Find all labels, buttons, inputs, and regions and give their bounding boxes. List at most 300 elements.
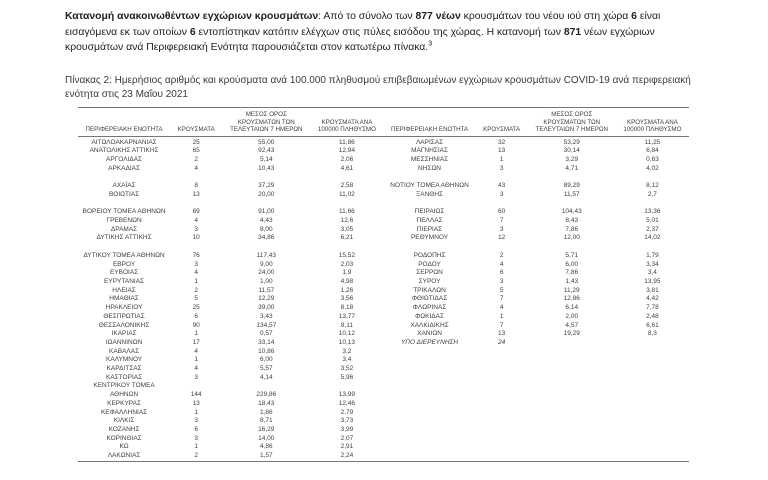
left-per100k-cell: 3,52 xyxy=(340,365,354,373)
left-per100k-header: ΚΡΟΥΣΜΑΤΑ ΑΝΑ 100000 ΠΛΗΘΥΣΜΟ xyxy=(310,108,383,137)
left-avg7-cell: 4,14 xyxy=(259,373,273,381)
right-avg7-cell: 4,57 xyxy=(565,321,579,329)
intro-paragraph xyxy=(65,9,709,56)
right-per100k-cell: 4,42 xyxy=(646,295,659,303)
left-per100k-cell: 11,02 xyxy=(339,190,355,198)
left-per100k-cell: 10,13 xyxy=(338,338,356,346)
right-region-cell: ΛΑΡΙΣΑΣ xyxy=(415,138,444,146)
right-per100k-cell xyxy=(616,356,689,365)
table-row xyxy=(78,452,689,461)
right-cases-cell: 4 xyxy=(499,304,504,312)
right-avg7-cell: 89,29 xyxy=(563,182,580,190)
right-per100k-cell xyxy=(616,426,689,435)
left-cases-cell: 1 xyxy=(194,356,198,364)
right-region-header: ΠΕΡΙΦΕΡΕΙΑΚΗ ΕΝΟΤΗΤΑ xyxy=(383,108,475,137)
right-per100k-cell: 4,02 xyxy=(646,164,659,172)
left-cases-cell: 2 xyxy=(194,286,198,294)
right-cases-cell xyxy=(476,382,528,399)
table-row xyxy=(78,278,689,287)
left-avg7-cell: 117,43 xyxy=(256,251,276,259)
left-cases-cell: 3 xyxy=(194,225,198,233)
left-per100k-cell: 12,46 xyxy=(338,399,356,407)
left-cases-cell: 4 xyxy=(194,365,198,373)
left-avg7-cell: 4,86 xyxy=(259,443,273,451)
left-avg7-cell: 1,86 xyxy=(259,408,273,416)
table-row xyxy=(78,356,689,365)
left-region-cell: ΓΡΕΒΕΝΩΝ xyxy=(106,217,142,225)
right-per100k-cell: 8,12 xyxy=(646,182,659,190)
right-per100k-header: ΚΡΟΥΣΜΑΤΑ ΑΝΑ 100000 ΠΛΗΘΥΣΜΟ xyxy=(616,108,689,137)
right-avg7-cell: 1,43 xyxy=(565,277,579,285)
left-region-cell: ΒΟΙΩΤΙΑΣ xyxy=(108,190,140,198)
left-cases-cell: 3 xyxy=(194,260,198,268)
right-region-cell: ΠΙΕΡΙΑΣ xyxy=(416,225,443,233)
table-row xyxy=(78,217,689,226)
left-avg7-cell: 134,57 xyxy=(256,321,277,329)
intro-segment: : Από το σύνολο των xyxy=(318,11,416,22)
table-row xyxy=(78,226,689,235)
table-row xyxy=(78,156,689,165)
right-per100k-cell: 13,36 xyxy=(644,208,661,216)
left-avg7-cell: 55,00 xyxy=(258,138,275,146)
right-region-cell xyxy=(383,374,475,383)
right-region-cell xyxy=(383,356,475,365)
right-region-cell: ΠΕΛΛΑΣ xyxy=(416,217,443,225)
right-per100k-cell xyxy=(616,382,689,399)
table-row xyxy=(78,313,689,322)
left-region-cell: ΙΚΑΡΙΑΣ xyxy=(111,330,137,338)
left-per100k-cell: 1,26 xyxy=(340,286,354,294)
left-per100k-cell: 11,86 xyxy=(339,138,355,146)
right-cases-cell xyxy=(476,348,528,357)
left-cases-cell: 3 xyxy=(194,373,198,381)
table-row xyxy=(78,261,689,270)
right-avg7-cell: 30,14 xyxy=(563,147,580,155)
left-region-header: ΠΕΡΙΦΕΡΕΙΑΚΗ ΕΝΟΤΗΤΑ xyxy=(78,108,170,137)
left-region-cell: ΕΥΒΟΙΑΣ xyxy=(109,269,139,277)
right-region-cell: ΦΛΩΡΙΝΑΣ xyxy=(412,304,447,312)
table-caption: Πίνακας 2: Ημερήσιος αριθμός και κρούσματα ανά 100.000 πληθυσμού επιβεβαιωμένων εγχώριων κρουσμάτων COVID-19 ανά περιφερειακή ενότητα στις 23 Μαΐου 2021 xyxy=(65,75,691,100)
right-cases-cell: 2 xyxy=(499,251,504,259)
right-avg7-cell: 12,00 xyxy=(563,234,580,242)
right-avg7-cell xyxy=(528,409,616,418)
right-per100k-cell xyxy=(616,400,689,409)
right-region-cell: ΜΕΣΣΗΝΙΑΣ xyxy=(410,156,449,164)
right-cases-cell: 32 xyxy=(498,138,506,146)
table-row xyxy=(78,426,689,435)
left-cases-cell: 13 xyxy=(192,399,200,407)
right-per100k-cell: 3,34 xyxy=(646,260,659,268)
left-cases-cell: 4 xyxy=(194,164,198,172)
right-region-cell xyxy=(383,365,475,374)
right-region-cell: ΝΟΤΙΟΥ ΤΟΜΕΑ ΑΘΗΝΩΝ xyxy=(390,182,469,190)
left-cases-header: ΚΡΟΥΣΜΑΤΑ xyxy=(170,108,222,137)
left-region-cell: ΔΡΑΜΑΣ xyxy=(110,225,138,233)
intro-segment: νέων εγχώριων κρουσμάτων ανά Περιφερειακή Ενότητα παρουσιάζεται στον κατωτέρω πίνακα. xyxy=(65,26,655,53)
left-per100k-cell: 1,9 xyxy=(342,269,352,277)
table-row xyxy=(78,435,689,444)
right-avg7-cell: 2,00 xyxy=(565,312,579,320)
header-row xyxy=(78,108,689,137)
right-avg7-cell xyxy=(528,382,616,399)
table-row xyxy=(78,147,689,156)
left-cases-cell: 3 xyxy=(194,434,198,442)
right-region-cell xyxy=(383,435,475,444)
right-region-cell: ΡΕΘΥΜΝΟΥ xyxy=(410,234,449,242)
left-cases-cell: 2 xyxy=(194,452,198,460)
left-avg7-cell: 16,29 xyxy=(258,425,275,433)
right-cases-cell: 7 xyxy=(499,217,504,225)
left-per100k-cell: 3,99 xyxy=(340,425,354,433)
right-region-cell xyxy=(383,382,475,399)
right-per100k-cell: 2,37 xyxy=(646,225,659,233)
right-cases-cell: 13 xyxy=(498,330,506,338)
table-row xyxy=(78,417,689,426)
cases-table xyxy=(78,107,689,462)
right-region-cell: ΣΕΡΡΩΝ xyxy=(416,269,443,277)
right-cases-cell xyxy=(476,426,528,435)
right-per100k-cell: 3,81 xyxy=(646,286,659,294)
table-row xyxy=(78,400,689,409)
left-cases-cell: 90 xyxy=(192,321,200,329)
table-row xyxy=(78,136,689,147)
right-region-cell: ΡΟΔΟΠΗΣ xyxy=(413,251,446,259)
table-row xyxy=(78,339,689,348)
left-region-cell: ΕΒΡΟΥ xyxy=(112,260,136,268)
right-avg7-cell xyxy=(528,400,616,409)
left-per100k-cell: 2,79 xyxy=(340,408,354,416)
left-per100k-cell: 8,11 xyxy=(340,321,353,329)
left-cases-cell: 1 xyxy=(194,277,198,285)
left-per100k-cell: 6,21 xyxy=(340,234,354,242)
right-per100k-cell: 11,25 xyxy=(644,138,661,146)
left-per100k-cell: 2,91 xyxy=(340,443,354,451)
right-avg7-cell: 6,14 xyxy=(565,304,579,312)
right-per100k-cell xyxy=(616,348,689,357)
left-avg7-cell: 18,43 xyxy=(258,399,275,407)
intro-segment: κρουσμάτων του νέου ιού στη χώρα xyxy=(460,11,632,22)
table-row xyxy=(78,304,689,313)
left-per100k-cell: 2,07 xyxy=(340,434,354,442)
right-cases-cell xyxy=(476,356,528,365)
left-region-cell: ΔΥΤΙΚΗΣ ΑΤΤΙΚΗΣ xyxy=(96,234,152,242)
right-region-cell xyxy=(383,348,475,357)
right-avg7-cell xyxy=(528,348,616,357)
table-row xyxy=(78,182,689,191)
left-avg7-cell: 9,00 xyxy=(259,260,273,268)
left-avg7-cell: 39,00 xyxy=(258,304,275,312)
left-avg7-cell: 37,29 xyxy=(258,182,275,190)
right-avg7-cell xyxy=(528,443,616,452)
intro-segment: 871 xyxy=(563,26,582,38)
left-per100k-cell: 8,18 xyxy=(340,304,354,312)
left-avg7-cell: 10,86 xyxy=(258,347,275,355)
right-region-cell xyxy=(383,443,475,452)
right-per100k-cell: 3,4 xyxy=(647,269,657,277)
right-cases-cell: 43 xyxy=(498,182,506,190)
right-avg7-cell xyxy=(528,339,616,348)
right-cases-cell: 12 xyxy=(498,234,506,242)
table-row xyxy=(78,295,689,304)
table-row xyxy=(78,322,689,331)
left-avg7-cell: 0,57 xyxy=(259,330,273,338)
right-cases-cell: 13 xyxy=(498,147,506,155)
table-row xyxy=(78,330,689,339)
intro-segment: εντοπίστηκαν κατόπιν ελέγχων στις πύλες εισόδου της χώρας. Η κατανομή των xyxy=(195,26,564,38)
right-cases-cell: 3 xyxy=(499,277,504,285)
right-region-cell: ΥΠΟ ΔΙΕΡΕΥΝΗΣΗ xyxy=(400,338,459,346)
right-cases-cell xyxy=(476,435,528,444)
right-avg7-cell xyxy=(528,426,616,435)
right-cases-cell xyxy=(476,443,528,452)
right-per100k-cell: 13,95 xyxy=(644,277,661,285)
right-cases-cell: 1 xyxy=(499,312,504,320)
left-per100k-cell: 13,99 xyxy=(338,391,356,399)
right-per100k-cell: 5,01 xyxy=(646,217,659,225)
left-per100k-cell: 15,52 xyxy=(338,251,356,259)
left-region-cell: ΗΛΕΙΑΣ xyxy=(112,286,136,294)
left-cases-cell: 17 xyxy=(192,338,200,346)
left-cases-cell: 6 xyxy=(194,312,198,320)
left-avg7-cell: 11,57 xyxy=(258,286,275,294)
left-avg7-cell: 229,86 xyxy=(256,391,277,399)
left-region-cell: ΚΑΒΑΛΑΣ xyxy=(109,347,140,355)
left-avg7-cell: 20,00 xyxy=(258,190,275,198)
table-row xyxy=(78,287,689,296)
left-per100k-cell: 10,12 xyxy=(338,330,356,338)
right-avg7-cell: 12,86 xyxy=(563,295,580,303)
right-region-cell xyxy=(383,452,475,461)
right-avg7-cell: 5,71 xyxy=(565,251,579,259)
table-row xyxy=(78,348,689,357)
right-cases-cell: 60 xyxy=(498,208,506,216)
right-region-cell: ΧΑΛΚΙΔΙΚΗΣ xyxy=(410,321,449,329)
table-row xyxy=(78,234,689,243)
left-per100k-cell: 2,58 xyxy=(340,182,354,190)
left-avg7-cell: 1,57 xyxy=(259,452,273,460)
left-region-cell: ΚΑΣΤΟΡΙΑΣ xyxy=(106,373,143,381)
right-cases-cell xyxy=(476,400,528,409)
right-region-cell: ΜΑΓΝΗΣΙΑΣ xyxy=(411,147,448,155)
left-avg7-cell: 6,00 xyxy=(259,356,273,364)
right-avg7-cell: 104,43 xyxy=(561,208,582,216)
regional-cases-table xyxy=(78,107,689,462)
left-avg7-header: ΜΕΣΟΣ ΟΡΟΣ ΚΡΟΥΣΜΑΤΩΝ ΤΩΝ ΤΕΛΕΥΤΑΙΩΝ 7 ΗΜΕΡΩΝ xyxy=(222,108,310,137)
right-per100k-cell xyxy=(616,443,689,452)
left-per100k-cell: 11,66 xyxy=(339,208,355,216)
left-cases-cell: 76 xyxy=(192,251,200,259)
spacer-row xyxy=(78,174,689,183)
left-cases-cell: 25 xyxy=(192,304,200,312)
right-avg7-cell xyxy=(528,365,616,374)
left-cases-cell: 2 xyxy=(194,156,198,164)
left-region-cell: ΚΩ xyxy=(119,443,129,451)
left-region-cell: ΑΡΚΑΔΙΑΣ xyxy=(108,164,140,172)
left-cases-cell: 4 xyxy=(194,347,198,355)
right-avg7-cell xyxy=(528,417,616,426)
right-avg7-cell: 11,29 xyxy=(563,286,580,294)
left-cases-cell: 1 xyxy=(194,408,198,416)
left-region-cell: ΚΕΡΚΥΡΑΣ xyxy=(107,399,142,407)
left-per100k-cell: 4,61 xyxy=(340,164,354,172)
right-avg7-cell xyxy=(528,452,616,461)
left-region-cell: ΒΟΡΕΙΟΥ ΤΟΜΕΑ ΑΘΗΝΩΝ xyxy=(82,208,166,216)
left-avg7-cell: 8,71 xyxy=(259,417,273,425)
right-cases-cell: 7 xyxy=(499,295,504,303)
right-region-cell: ΧΑΝΙΩΝ xyxy=(417,330,442,338)
left-region-cell: ΚΙΛΚΙΣ xyxy=(113,417,135,425)
left-region-cell: ΘΕΣΠΡΩΤΙΑΣ xyxy=(103,312,145,320)
right-avg7-header: ΜΕΣΟΣ ΟΡΟΣ ΚΡΟΥΣΜΑΤΩΝ ΤΩΝ ΤΕΛΕΥΤΑΙΩΝ 7 ΗΜΕΡΩΝ xyxy=(528,108,616,137)
left-region-cell: ΚΕΦΑΛΛΗΝΙΑΣ xyxy=(100,408,148,416)
left-per100k-cell: 3,05 xyxy=(340,225,354,233)
left-region-cell: ΑΡΓΟΛΙΔΑΣ xyxy=(106,156,143,164)
left-cases-cell: 8 xyxy=(194,182,198,190)
table-row xyxy=(78,165,689,174)
right-avg7-cell xyxy=(528,356,616,365)
right-cases-cell xyxy=(476,452,528,461)
right-avg7-cell xyxy=(528,374,616,383)
left-per100k-cell: 2,03 xyxy=(340,260,354,268)
right-avg7-cell: 53,29 xyxy=(563,138,580,146)
intro-segment: είναι εισαγόμενα εκ των οποίων xyxy=(65,11,661,38)
right-per100k-cell: 0,63 xyxy=(646,156,659,164)
left-per100k-cell: 2,24 xyxy=(340,452,354,460)
right-cases-cell: 1 xyxy=(499,156,504,164)
left-avg7-cell: 24,00 xyxy=(258,269,275,277)
intro-segment: 877 νέων xyxy=(415,11,461,22)
table-row xyxy=(78,365,689,374)
right-avg7-cell: 19,29 xyxy=(563,330,580,338)
intro-segment: Κατανομή ανακοινωθέντων εγχώριων κρουσμάτων xyxy=(65,11,319,22)
left-cases-cell: 4 xyxy=(194,269,198,277)
left-avg7-cell: 3,43 xyxy=(259,312,273,320)
right-cases-header: ΚΡΟΥΣΜΑΤΑ xyxy=(476,108,528,137)
left-region-cell: ΕΥΡΥΤΑΝΙΑΣ xyxy=(104,277,145,285)
left-region-cell: ΚΑΛΥΜΝΟΥ xyxy=(105,356,143,364)
right-per100k-cell: 2,48 xyxy=(646,312,659,320)
left-per100k-cell: 3,4 xyxy=(342,356,352,364)
right-cases-cell: 5 xyxy=(499,286,504,294)
left-region-cell: ΚΑΡΔΙΤΣΑΣ xyxy=(106,365,142,373)
spacer-cell xyxy=(78,174,689,183)
right-per100k-cell xyxy=(616,339,689,348)
left-region-cell: ΑΝΑΤΟΛΙΚΗΣ ΑΤΤΙΚΗΣ xyxy=(89,147,159,155)
right-per100k-cell: 7,78 xyxy=(646,304,659,312)
left-cases-cell: 5 xyxy=(194,295,198,303)
right-cases-cell: 3 xyxy=(499,225,504,233)
right-region-cell xyxy=(383,417,475,426)
table-row xyxy=(78,208,689,217)
right-cases-cell xyxy=(476,417,528,426)
left-avg7-cell: 33,14 xyxy=(258,338,275,346)
right-per100k-cell: 14,02 xyxy=(644,234,661,242)
left-avg7-cell: 14,00 xyxy=(258,434,275,442)
table-row xyxy=(78,374,689,383)
right-cases-cell xyxy=(476,374,528,383)
left-avg7-cell: 5,57 xyxy=(259,365,273,373)
left-avg7-cell: 4,43 xyxy=(259,217,273,225)
right-per100k-cell xyxy=(616,365,689,374)
left-region-cell: ΚΟΖΑΝΗΣ xyxy=(108,425,140,433)
table-row xyxy=(78,409,689,418)
table-row xyxy=(78,252,689,261)
right-per100k-cell xyxy=(616,452,689,461)
table-row xyxy=(78,191,689,200)
left-cases-cell: 13 xyxy=(192,190,200,198)
left-per100k-cell: 3,73 xyxy=(340,417,354,425)
left-per100k-cell: 12,94 xyxy=(338,147,356,155)
right-avg7-cell: 4,71 xyxy=(565,164,579,172)
right-avg7-cell: 11,57 xyxy=(563,190,580,198)
right-per100k-cell: 1,79 xyxy=(646,251,659,259)
left-region-cell: ΗΡΑΚΛΕΙΟΥ xyxy=(105,304,143,312)
table-row xyxy=(78,382,689,399)
right-avg7-cell: 6,00 xyxy=(565,260,579,268)
left-region-cell: ΘΕΣΣΑΛΟΝΙΚΗΣ xyxy=(98,321,150,329)
left-per100k-cell: 5,96 xyxy=(340,373,354,381)
left-per100k-cell: 12,6 xyxy=(340,217,354,225)
left-per100k-cell: 13,77 xyxy=(338,312,356,320)
right-per100k-cell: 2,7 xyxy=(647,190,657,198)
left-avg7-cell: 10,43 xyxy=(258,164,275,172)
intro-segment: 6 xyxy=(189,26,196,38)
left-region-cell: ΚΟΡΙΝΘΙΑΣ xyxy=(106,434,142,442)
left-avg7-cell: 34,86 xyxy=(258,234,275,242)
right-region-cell: ΠΕΙΡΑΙΩΣ xyxy=(414,208,445,216)
left-per100k-cell: 4,98 xyxy=(340,277,354,285)
table-row xyxy=(78,443,689,452)
right-per100k-cell: 6,61 xyxy=(646,321,659,329)
right-avg7-cell xyxy=(528,435,616,444)
left-cases-cell: 1 xyxy=(194,443,198,451)
left-avg7-cell: 5,14 xyxy=(259,156,273,164)
right-avg7-cell: 3,29 xyxy=(565,156,579,164)
right-avg7-cell: 7,86 xyxy=(565,269,579,277)
right-cases-cell: 3 xyxy=(499,190,504,198)
left-cases-cell: 1 xyxy=(194,330,198,338)
right-region-cell: ΣΥΡΟΥ xyxy=(418,277,441,285)
table-row xyxy=(78,269,689,278)
left-per100k-cell: 2,06 xyxy=(340,156,354,164)
right-avg7-cell: 8,43 xyxy=(565,217,579,225)
right-cases-cell: 3 xyxy=(499,164,504,172)
left-avg7-cell: 1,00 xyxy=(259,277,273,285)
left-region-cell: ΔΥΤΙΚΟΥ ΤΟΜΕΑ ΑΘΗΝΩΝ xyxy=(83,251,165,259)
right-per100k-cell xyxy=(616,409,689,418)
table-body xyxy=(78,136,689,461)
left-region-cell: ΑΙΤΩΛΟΑΚΑΡΝΑΝΙΑΣ xyxy=(91,138,157,146)
right-per100k-cell xyxy=(616,374,689,383)
left-cases-cell: 65 xyxy=(192,147,200,155)
left-avg7-cell: 92,43 xyxy=(258,147,275,155)
right-region-cell: ΦΘΙΩΤΙΔΑΣ xyxy=(411,295,448,303)
left-avg7-cell: 8,00 xyxy=(259,225,273,233)
right-region-cell: ΦΩΚΙΔΑΣ xyxy=(415,312,444,320)
left-avg7-cell: 12,29 xyxy=(258,295,275,303)
left-region-cell: ΗΜΑΘΙΑΣ xyxy=(109,295,139,303)
left-avg7-cell: 91,00 xyxy=(258,208,275,216)
right-region-cell xyxy=(383,409,475,418)
spacer-cell xyxy=(78,243,689,252)
spacer-row xyxy=(78,200,689,209)
left-cases-cell: 6 xyxy=(194,425,198,433)
left-cases-cell: 144 xyxy=(190,391,202,399)
left-cases-cell: 3 xyxy=(194,417,198,425)
right-region-cell: ΡΟΔΟΥ xyxy=(418,260,441,268)
left-region-cell: ΚΕΝΤΡΙΚΟΥ ΤΟΜΕΑ ΑΘΗΝΩΝ xyxy=(93,382,155,399)
right-cases-cell xyxy=(476,409,528,418)
